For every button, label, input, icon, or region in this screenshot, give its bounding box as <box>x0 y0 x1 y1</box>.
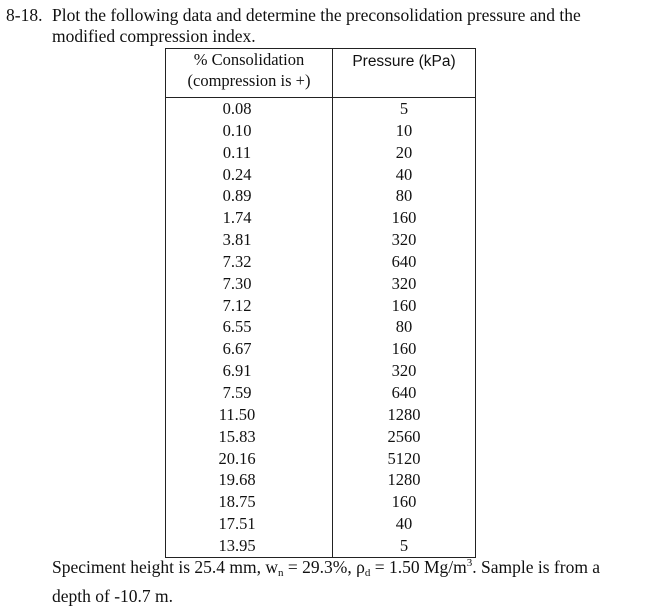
table-row <box>166 164 476 186</box>
table-header-row <box>166 49 476 98</box>
pressure-cell: 5 <box>333 98 476 120</box>
table-row <box>166 338 476 360</box>
table-row <box>166 251 476 273</box>
header-consolidation <box>166 49 333 98</box>
pressure-cell: 40 <box>333 513 476 535</box>
pressure-cell: 320 <box>333 360 476 382</box>
footer-note <box>52 552 652 608</box>
table-row <box>166 404 476 426</box>
table-row <box>166 185 476 207</box>
consolidation-cell: 20.16 <box>166 448 333 470</box>
consolidation-cell: 0.10 <box>166 120 333 142</box>
consolidation-cell: 0.08 <box>166 98 333 120</box>
table-row <box>166 426 476 448</box>
consolidation-cell: 0.24 <box>166 164 333 186</box>
consolidation-cell: 15.83 <box>166 426 333 448</box>
table-body <box>166 98 476 558</box>
pressure-cell: 160 <box>333 491 476 513</box>
table-row <box>166 98 476 120</box>
consolidation-cell: 7.59 <box>166 382 333 404</box>
consolidation-cell: 0.11 <box>166 142 333 164</box>
consolidation-cell: 7.12 <box>166 295 333 317</box>
problem-statement <box>6 4 646 47</box>
header-consolidation-line1: % Consolidation <box>193 50 305 69</box>
consolidation-cell: 11.50 <box>166 404 333 426</box>
rho-subscript: d <box>364 567 371 579</box>
consolidation-cell: 6.67 <box>166 338 333 360</box>
pressure-cell: 20 <box>333 142 476 164</box>
consolidation-cell: 1.74 <box>166 207 333 229</box>
cubic-superscript: 3 <box>466 557 473 569</box>
consolidation-cell: 6.91 <box>166 360 333 382</box>
table-row <box>166 295 476 317</box>
consolidation-cell: 0.89 <box>166 185 333 207</box>
pressure-cell: 40 <box>333 164 476 186</box>
table-row <box>166 360 476 382</box>
table-row <box>166 513 476 535</box>
problem-number: 8-18. <box>6 5 43 25</box>
pressure-cell: 640 <box>333 251 476 273</box>
header-consolidation-line2: (compression is +) <box>187 71 311 90</box>
table-row <box>166 273 476 295</box>
table-row <box>166 229 476 251</box>
footer-line1 <box>52 552 652 585</box>
pressure-cell: 80 <box>333 185 476 207</box>
pressure-cell: 5 <box>333 535 476 557</box>
table-row <box>166 491 476 513</box>
table-row <box>166 207 476 229</box>
pressure-cell: 10 <box>333 120 476 142</box>
footer-line2: depth of -10.7 m. <box>52 586 174 606</box>
pressure-cell: 160 <box>333 207 476 229</box>
consolidation-cell: 3.81 <box>166 229 333 251</box>
table-row <box>166 469 476 491</box>
consolidation-cell: 6.55 <box>166 316 333 338</box>
problem-text-line1: Plot the following data and determine the preconsolidation pressure and the <box>52 5 581 25</box>
consolidation-cell: 18.75 <box>166 491 333 513</box>
pressure-cell: 320 <box>333 229 476 251</box>
table-row <box>166 382 476 404</box>
data-table <box>165 48 476 558</box>
pressure-cell: 2560 <box>333 426 476 448</box>
table-row <box>166 448 476 470</box>
consolidation-cell: 13.95 <box>166 535 333 557</box>
footer-part2: = 29.3%, ρ <box>283 557 365 577</box>
pressure-cell: 640 <box>333 382 476 404</box>
pressure-cell: 5120 <box>333 448 476 470</box>
pressure-cell: 80 <box>333 316 476 338</box>
pressure-cell: 160 <box>333 295 476 317</box>
problem-text-line2: modified compression index. <box>52 26 256 46</box>
consolidation-cell: 19.68 <box>166 469 333 491</box>
pressure-cell: 160 <box>333 338 476 360</box>
consolidation-cell: 17.51 <box>166 513 333 535</box>
table-row <box>166 142 476 164</box>
footer-part3: = 1.50 Mg/m <box>370 557 467 577</box>
consolidation-cell: 7.32 <box>166 251 333 273</box>
table-row <box>166 316 476 338</box>
footer-part4: . Sample is from a <box>472 557 601 577</box>
pressure-cell: 1280 <box>333 469 476 491</box>
wn-subscript: n <box>278 567 284 579</box>
table-row <box>166 120 476 142</box>
footer-part1: Speciment height is 25.4 mm, w <box>52 557 279 577</box>
pressure-cell: 320 <box>333 273 476 295</box>
pressure-cell: 1280 <box>333 404 476 426</box>
consolidation-cell: 7.30 <box>166 273 333 295</box>
header-pressure: Pressure (kPa) <box>333 49 476 98</box>
